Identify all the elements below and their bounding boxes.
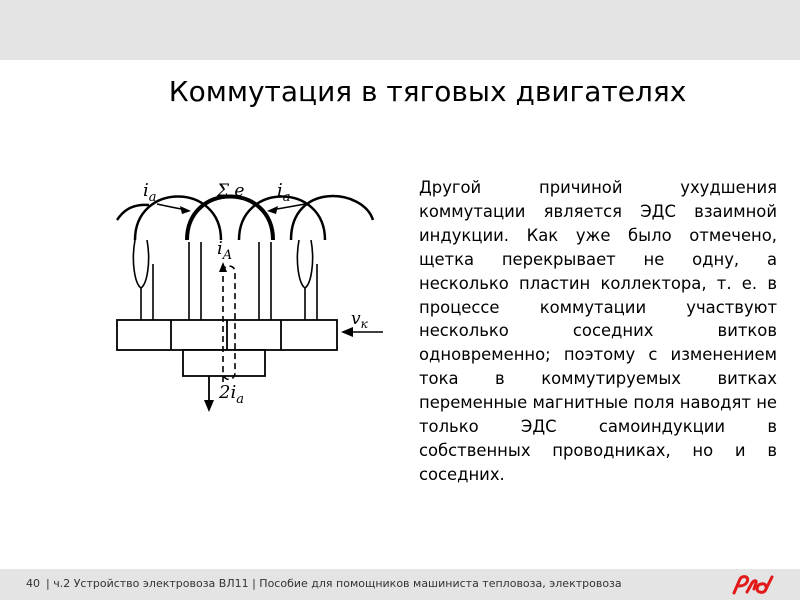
slide-body-text: Другой причиной ухудшения коммутации является ЭДС взаимной индукции. Как уже было отмечено, щетка перекрывает не одну, а несколько пластин коллектора, т. е. в процессе коммутации участвуют несколько соседних витков одновременно; поэтому с изменением тока в коммутируемых витках переменные магнитные поля наводят не только ЭДС самоиндукции в собственных проводниках, но и в соседних. — [419, 178, 777, 484]
label-2ia: $2i_a$ — [219, 382, 244, 407]
commutation-diagram — [105, 172, 395, 417]
slide-title: Коммутация в тяговых двигателях — [168, 75, 687, 108]
label-ia-right: $i_a$ — [277, 180, 291, 205]
label-vk: $v_к$ — [351, 309, 368, 331]
page-number: 40 — [26, 577, 40, 590]
collector — [117, 320, 337, 350]
footer-text: | ч.2 Устройство электровоза ВЛ11 | Пособие для помощников машиниста тепловоза, электровоза — [46, 577, 622, 590]
footer-bar — [0, 569, 800, 600]
brush — [183, 350, 265, 376]
label-iA: $i_A$ — [217, 238, 233, 263]
top-band — [0, 0, 800, 60]
footer-caption — [26, 576, 622, 592]
label-ia-left: $i_a$ — [143, 180, 157, 205]
rzd-logo-icon — [730, 573, 778, 597]
label-sum-e: Σ e — [217, 181, 245, 201]
